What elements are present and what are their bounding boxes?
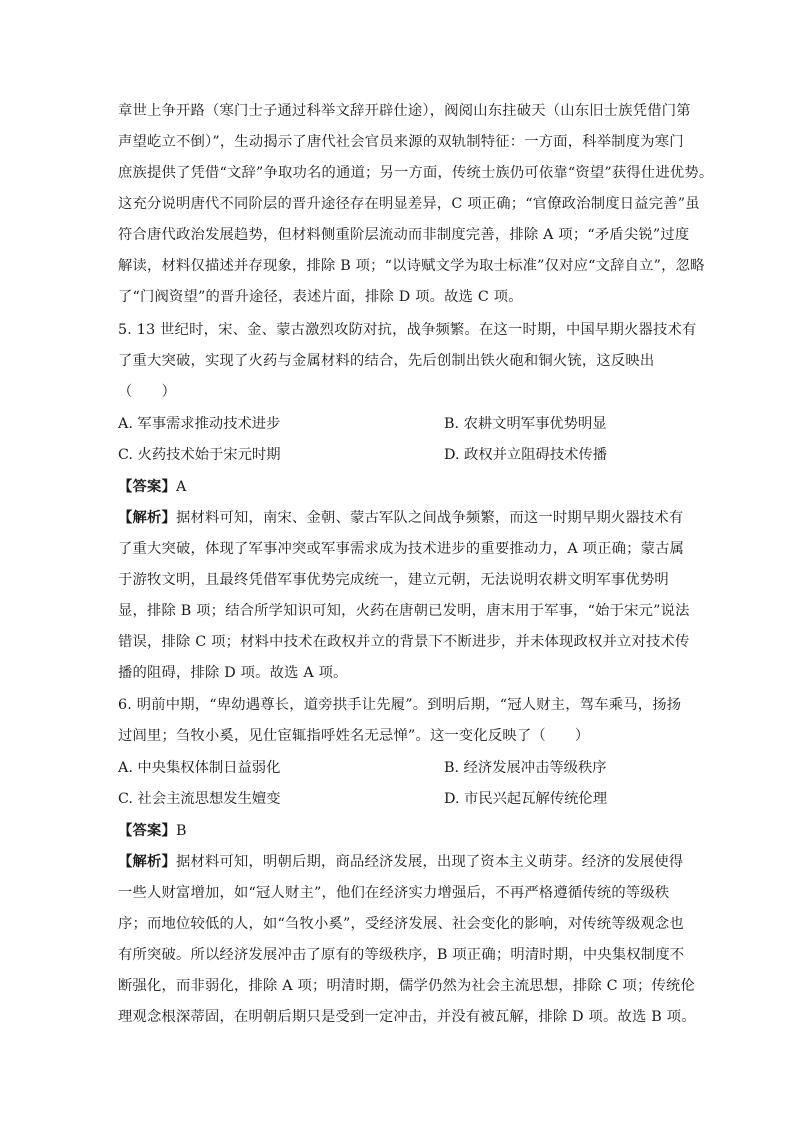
answer-value: B <box>176 823 187 839</box>
q6-answer <box>118 821 187 841</box>
prev-analysis-line: 解读，材料仅描述并存现象，排除 B 项；“以诗赋文学为取士标准”仅对应“文辞自立”，忽略 <box>118 258 705 274</box>
q5-option-b: B. 农耕文明军事优势明显 <box>444 416 607 432</box>
q6-analysis-line: 序；而地位较低的人，如“刍牧小奚”，受经济发展、社会变化的影响，对传统等级观念也 <box>118 916 684 932</box>
q6-option-d: D. 市民兴起瓦解传统伦理 <box>444 791 608 807</box>
q6-analysis-line: 有所突破。所以经济发展冲击了原有的等级秩序，B 项正确；明清时期，中央集权制度不 <box>118 947 685 963</box>
answer-tag: 【答案】 <box>118 823 176 839</box>
answer-tag: 【答案】 <box>118 479 176 495</box>
q5-stem-line: （ ） <box>118 384 176 400</box>
q5-analysis-line: 播的阻碍，排除 D 项。故选 A 项。 <box>118 665 348 681</box>
analysis-tag: 【解析】 <box>118 510 176 526</box>
q5-option-c: C. 火药技术始于宋元时期 <box>118 447 281 463</box>
analysis-text: 据材料可知，明朝后期，商品经济发展，出现了资本主义萌芽。经济的发展使得 <box>176 854 684 870</box>
q5-analysis-line: 显，排除 B 项；结合所学知识可知，火药在唐朝已发明，唐末用于军事，“始于宋元”说法 <box>118 603 690 619</box>
q5-stem-line: 了重大突破，实现了火药与金属材料的结合，先后创制出铁火砲和铜火铳，这反映出 <box>118 353 655 369</box>
q6-option-b: B. 经济发展冲击等级秩序 <box>444 760 607 776</box>
q5-analysis-line <box>118 508 683 528</box>
prev-analysis-line: 章世上争开路（寒门士子通过科举文辞开辟仕途），阀阅山东拄破天（山东旧士族凭借门第 <box>118 103 691 119</box>
q6-stem-line: 6. 明前中期，“卑幼遇尊长，道旁拱手让先履”。到明后期，“冠人财主，驾车乘马，扬扬 <box>118 697 682 713</box>
analysis-text: 据材料可知，南宋、金朝、蒙古军队之间战争频繁，而这一时期早期火器技术有 <box>176 510 684 526</box>
prev-analysis-line: 符合唐代政治发展趋势，但材料侧重阶层流动而非制度完善，排除 A 项；“矛盾尖锐”过度 <box>118 227 690 243</box>
answer-value: A <box>176 479 187 495</box>
q6-analysis-line <box>118 852 683 872</box>
q5-stem-line: 5. 13 世纪时，宋、金、蒙古激烈攻防对抗，战争频繁。在这一时期，中国早期火器技术有 <box>118 322 697 338</box>
q6-option-c: C. 社会主流思想发生嬗变 <box>118 791 281 807</box>
q5-analysis-line: 于游牧文明，且最终凭借军事优势完成统一，建立元朝，无法说明农耕文明军事优势明 <box>118 572 669 588</box>
q6-analysis-line: 一些人财富增加，如“冠人财主”，他们在经济实力增强后，不再严格遵循传统的等级秩 <box>118 885 670 901</box>
q5-option-a: A. 军事需求推动技术进步 <box>118 416 281 432</box>
analysis-tag: 【解析】 <box>118 854 176 870</box>
prev-analysis-line: 这充分说明唐代不同阶层的晋升途径存在明显差异，C 项正确；“官僚政治制度日益完善”虽 <box>118 196 700 212</box>
q6-analysis-line: 断强化，而非弱化，排除 A 项；明清时期，儒学仍然为社会主流思想，排除 C 项；传统伦 <box>118 978 696 994</box>
q5-option-d: D. 政权并立阻碍技术传播 <box>444 447 608 463</box>
prev-analysis-line: 庶族提供了凭借“文辞”争取功名的通道；另一方面，传统士族仍可依靠“资望”获得仕进优势。 <box>118 165 714 181</box>
prev-analysis-line: 了“门阀资望”的晋升途径，表述片面，排除 D 项。故选 C 项。 <box>118 289 523 305</box>
q6-analysis-line: 理观念根深蒂固，在明朝后期只是受到一定冲击，并没有被瓦解，排除 D 项。故选 B 项。 <box>118 1009 696 1025</box>
prev-analysis-line: 声望屹立不倒）”，生动揭示了唐代社会官员来源的双轨制特征：一方面，科举制度为寒门 <box>118 134 684 150</box>
q5-answer <box>118 477 187 497</box>
q5-analysis-line: 了重大突破，体现了军事冲突或军事需求成为技术进步的重要推动力，A 项正确；蒙古属 <box>118 541 685 557</box>
q6-stem-line: 过闾里；刍牧小奚，见仕宦辄指呼姓名无忌惮”。这一变化反映了（ ） <box>118 728 590 744</box>
q5-analysis-line: 错误，排除 C 项；材料中技术在政权并立的背景下不断进步，并未体现政权并立对技术传 <box>118 634 690 650</box>
q6-option-a: A. 中央集权体制日益弱化 <box>118 760 281 776</box>
